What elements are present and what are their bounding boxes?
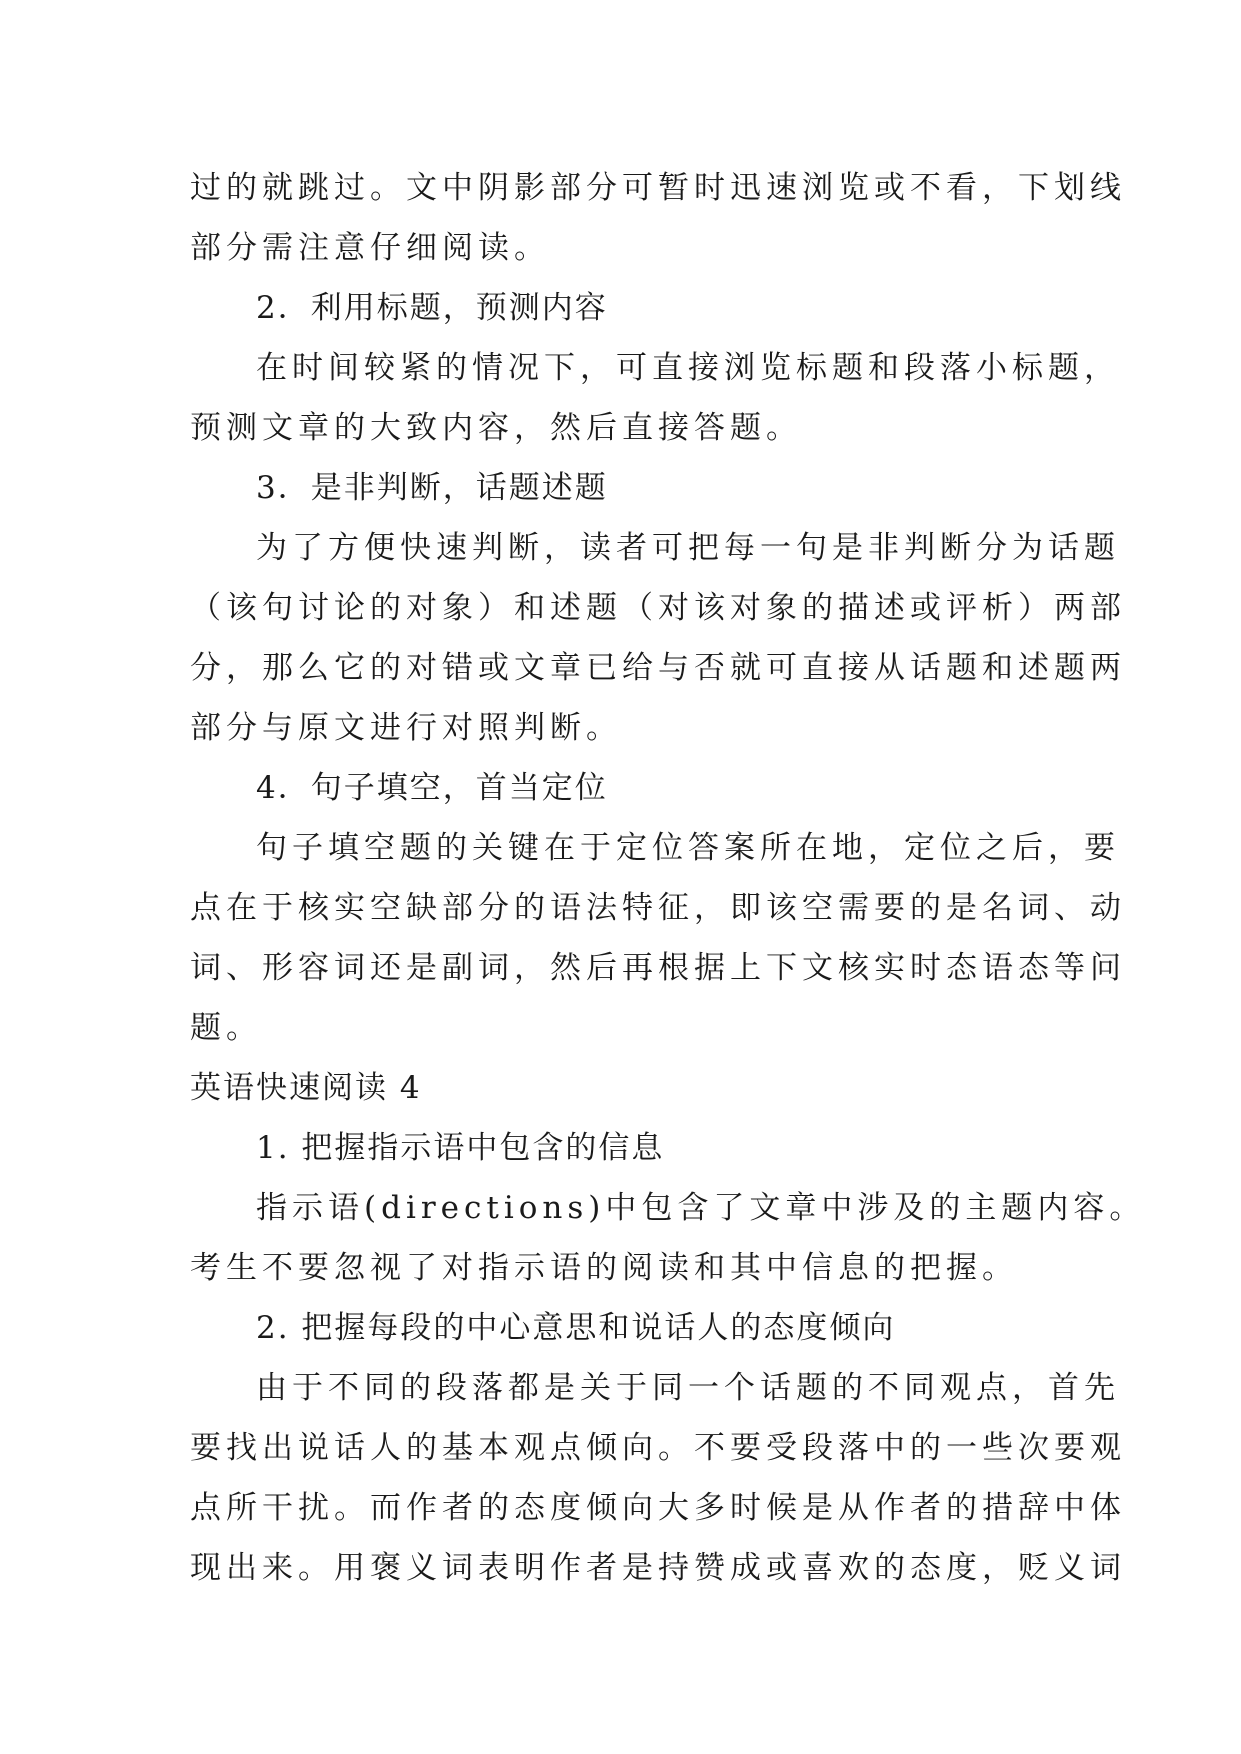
section-heading: 2. 把握每段的中心意思和说话人的态度倾向 — [256, 1310, 896, 1346]
text-line: 点在于核实空缺部分的语法特征，即该空需要的是名词、动 — [190, 890, 1126, 926]
text-line: 预测文章的大致内容，然后直接答题。 — [190, 410, 802, 446]
text-line: （该句讨论的对象）和述题（对该对象的描述或评析）两部 — [190, 590, 1126, 626]
text-line: 考生不要忽视了对指示语的阅读和其中信息的把握。 — [190, 1250, 1018, 1286]
text-line: 现出来。用褒义词表明作者是持赞成或喜欢的态度，贬义词 — [190, 1550, 1126, 1586]
text-line: 要找出说话人的基本观点倾向。不要受段落中的一些次要观 — [190, 1430, 1126, 1466]
chapter-title: 英语快速阅读 4 — [190, 1070, 422, 1106]
section-heading: 2．利用标题，预测内容 — [256, 290, 608, 326]
text-line: 指示语(directions)中包含了文章中涉及的主题内容。 — [256, 1190, 1146, 1226]
text-line: 句子填空题的关键在于定位答案所在地，定位之后，要 — [256, 830, 1120, 866]
text-line: 分，那么它的对错或文章已给与否就可直接从话题和述题两 — [190, 650, 1126, 686]
text-line: 题。 — [190, 1010, 262, 1046]
section-heading: 1. 把握指示语中包含的信息 — [256, 1130, 665, 1166]
text-line: 部分需注意仔细阅读。 — [190, 230, 550, 266]
text-line: 为了方便快速判断，读者可把每一句是非判断分为话题 — [256, 530, 1120, 566]
document-body — [190, 158, 1146, 1598]
text-line: 由于不同的段落都是关于同一个话题的不同观点，首先 — [256, 1370, 1120, 1406]
text-line: 在时间较紧的情况下，可直接浏览标题和段落小标题， — [256, 350, 1120, 386]
text-line: 词、形容词还是副词，然后再根据上下文核实时态语态等问 — [190, 950, 1126, 986]
text-line: 部分与原文进行对照判断。 — [190, 710, 622, 746]
text-line: 过的就跳过。文中阴影部分可暂时迅速浏览或不看，下划线 — [190, 170, 1126, 206]
section-heading: 3．是非判断，话题述题 — [256, 470, 608, 506]
text-line: 点所干扰。而作者的态度倾向大多时候是从作者的措辞中体 — [190, 1490, 1126, 1526]
section-heading: 4．句子填空，首当定位 — [256, 770, 608, 806]
